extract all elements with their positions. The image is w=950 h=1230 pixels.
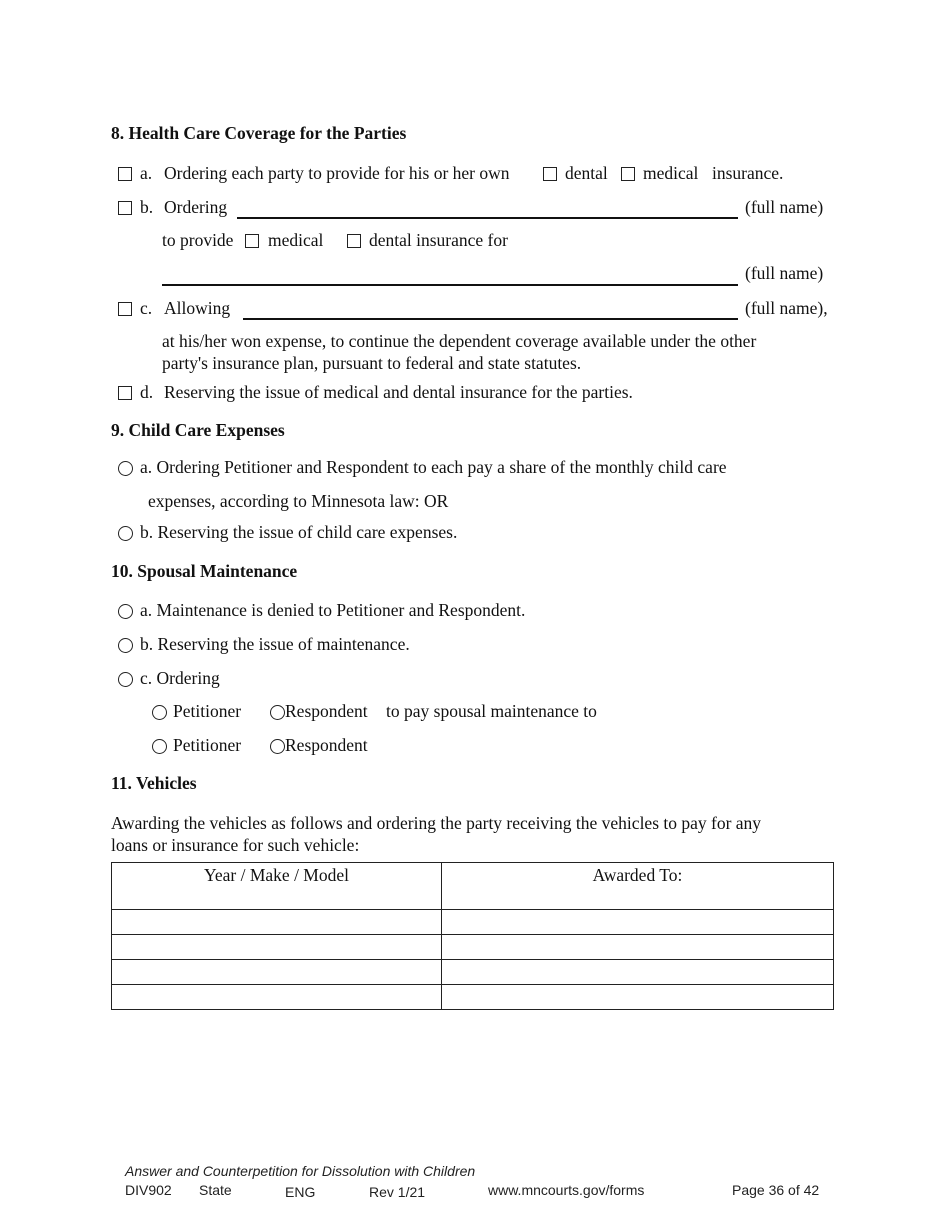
footer-form-title: Answer and Counterpetition for Dissolution with Children [125,1163,476,1179]
hint-8b-full-name-1: (full name) [745,197,824,217]
full-name-field-8b-1[interactable] [237,217,738,219]
footer-language: ENG [285,1184,316,1200]
text-8c-line2: party's insurance plan, pursuant to federal and state statutes. [162,353,582,373]
text-8b-to-provide: to provide [162,230,234,250]
radio-10c-payer-petitioner[interactable] [152,705,167,720]
footer-url: www.mncourts.gov/forms [488,1182,645,1198]
text-8a-insurance: insurance. [712,163,784,183]
radio-10b[interactable] [118,638,133,653]
checkbox-8b[interactable] [118,201,132,215]
footer-state: State [199,1182,232,1198]
table-row [112,935,834,960]
table-header-row [112,863,834,910]
footer-revision: Rev 1/21 [369,1184,426,1200]
hint-8b-full-name-2: (full name) [745,263,824,283]
text-8a: Ordering each party to provide for his or her own [164,163,510,183]
text-10c: c. Ordering [140,668,220,688]
full-name-field-8c[interactable] [243,318,738,320]
label-8a: a. [140,163,153,183]
awarded-to-cell[interactable] [442,935,834,960]
vehicle-cell[interactable] [112,960,442,985]
awarded-to-cell[interactable] [442,960,834,985]
table-row [112,985,834,1010]
vehicle-cell[interactable] [112,935,442,960]
radio-9a[interactable] [118,461,133,476]
radio-10c[interactable] [118,672,133,687]
checkbox-8b-medical[interactable] [245,234,259,248]
table-row [112,910,834,935]
text-8c-allowing: Allowing [164,298,231,318]
checkbox-8a-dental[interactable] [543,167,557,181]
checkbox-8a-medical[interactable] [621,167,635,181]
label-8a-dental: dental [565,163,608,183]
radio-10c-payer-respondent[interactable] [270,705,285,720]
vehicles-table [111,862,834,1010]
awarded-to-cell[interactable] [442,910,834,935]
text-8b-ordering: Ordering [164,197,228,217]
label-8b: b. [140,197,154,217]
radio-10c-payee-respondent[interactable] [270,739,285,754]
label-10c-payee-petitioner: Petitioner [173,735,242,755]
checkbox-8a[interactable] [118,167,132,181]
section-10-title: 10. Spousal Maintenance [111,561,298,581]
label-8a-medical: medical [643,163,699,183]
text-8c-line1: at his/her won expense, to continue the dependent coverage available under the other [162,331,757,351]
text-11-intro-line2: loans or insurance for such vehicle: [111,835,360,855]
text-8d: Reserving the issue of medical and dental insurance for the parties. [164,382,633,402]
checkbox-8b-dental[interactable] [347,234,361,248]
text-9b: b. Reserving the issue of child care expenses. [140,522,458,542]
text-9a-line2: expenses, according to Minnesota law: OR [148,491,449,511]
text-11-intro-line1: Awarding the vehicles as follows and ordering the party receiving the vehicles to pay for any [111,813,762,833]
checkbox-8c[interactable] [118,302,132,316]
label-8c: c. [140,298,153,318]
hint-8c-full-name: (full name), [745,298,828,318]
label-8b-dental-for: dental insurance for [369,230,508,250]
text-10a: a. Maintenance is denied to Petitioner and Respondent. [140,600,526,620]
label-8b-medical: medical [268,230,324,250]
footer-page-number: Page 36 of 42 [732,1182,820,1198]
column-header-year-make-model: Year / Make / Model [112,863,442,910]
label-10c-payee-respondent: Respondent [285,735,368,755]
radio-10c-payee-petitioner[interactable] [152,739,167,754]
vehicle-cell[interactable] [112,910,442,935]
radio-9b[interactable] [118,526,133,541]
section-8-title: 8. Health Care Coverage for the Parties [111,123,407,143]
section-9-title: 9. Child Care Expenses [111,420,285,440]
footer-form-code: DIV902 [125,1182,172,1198]
radio-10a[interactable] [118,604,133,619]
vehicle-cell[interactable] [112,985,442,1010]
section-11-title: 11. Vehicles [111,773,197,793]
label-10c-payer-respondent: Respondent [285,701,368,721]
full-name-field-8b-2[interactable] [162,284,738,286]
column-header-awarded-to: Awarded To: [442,863,834,910]
label-8d: d. [140,382,154,402]
label-10c-payer-petitioner: Petitioner [173,701,242,721]
awarded-to-cell[interactable] [442,985,834,1010]
text-9a-line1: a. Ordering Petitioner and Respondent to each pay a share of the monthly child care [140,457,727,477]
text-10c-to-pay: to pay spousal maintenance to [386,701,597,721]
text-10b: b. Reserving the issue of maintenance. [140,634,410,654]
table-row [112,960,834,985]
checkbox-8d[interactable] [118,386,132,400]
